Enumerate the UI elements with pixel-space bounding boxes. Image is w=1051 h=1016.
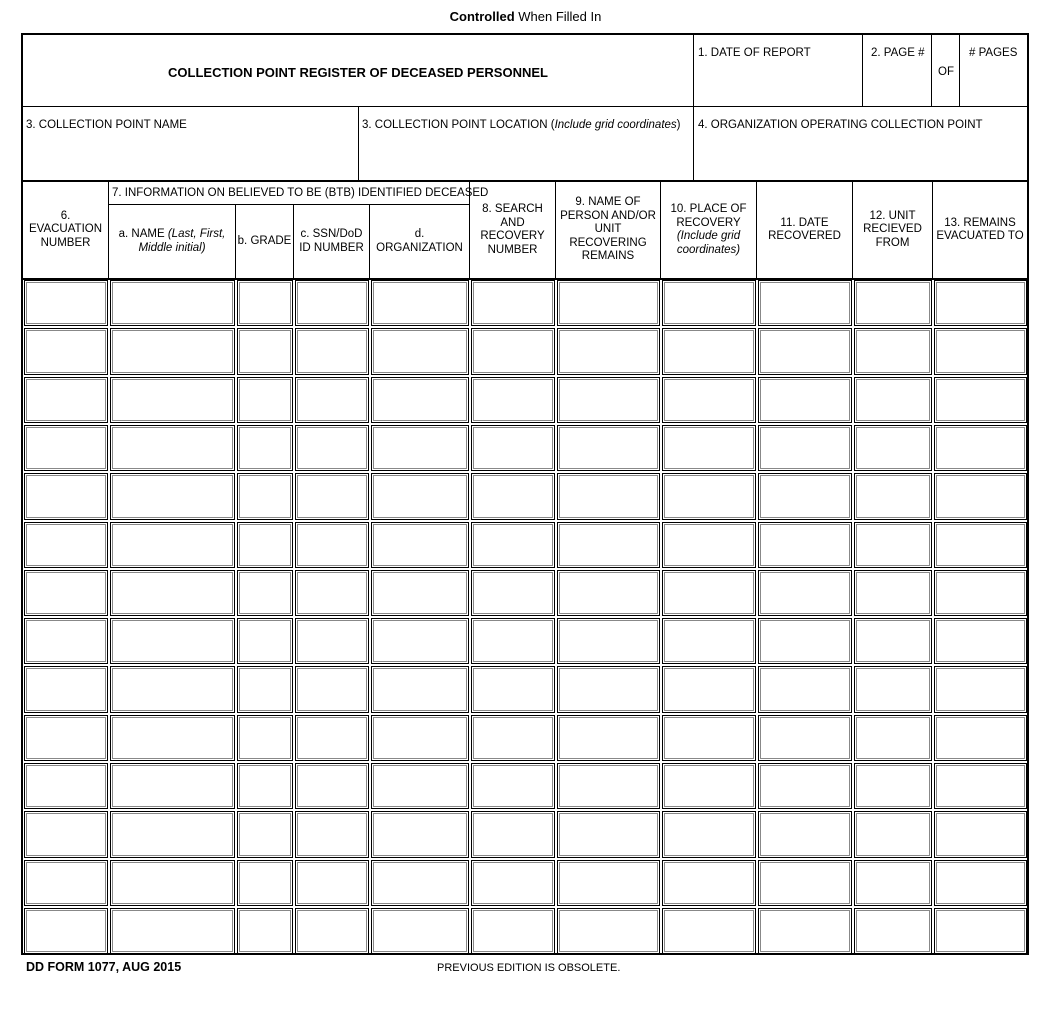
cell-organization[interactable] [371, 860, 469, 906]
collection-point-location-label [362, 118, 681, 132]
cell-ssn[interactable] [295, 280, 369, 326]
cell-grade[interactable] [237, 522, 293, 568]
cell-evacuation-number[interactable] [24, 908, 108, 954]
organization-operating-label: 4. ORGANIZATION OPERATING COLLECTION POINT [698, 119, 983, 131]
cell-person-recovering[interactable] [557, 715, 660, 761]
cell-grade[interactable] [237, 715, 293, 761]
cell-remains-evacuated-to[interactable] [934, 473, 1027, 520]
cell-place-of-recovery[interactable] [662, 473, 756, 520]
col-grade: b. GRADE [237, 234, 292, 247]
cell-remains-evacuated-to[interactable] [934, 666, 1027, 713]
cell-person-recovering[interactable] [557, 860, 660, 906]
cell-place-of-recovery[interactable] [662, 570, 756, 616]
cell-grade[interactable] [237, 280, 293, 326]
cell-place-of-recovery[interactable] [662, 280, 756, 326]
cell-name[interactable] [110, 377, 235, 423]
cell-name[interactable] [110, 715, 235, 761]
cell-unit-received-from[interactable] [854, 811, 932, 858]
cell-search-recovery-number[interactable] [471, 522, 555, 568]
cell-unit-received-from[interactable] [854, 860, 932, 906]
cell-search-recovery-number[interactable] [471, 811, 555, 858]
cell-remains-evacuated-to[interactable] [934, 618, 1027, 664]
cell-person-recovering[interactable] [557, 425, 660, 471]
cell-date-recovered[interactable] [758, 328, 852, 375]
collection-point-location-field[interactable] [359, 133, 693, 179]
cell-ssn[interactable] [295, 377, 369, 423]
cell-name[interactable] [110, 328, 235, 375]
page-number-field[interactable] [863, 59, 931, 104]
cell-ssn[interactable] [295, 522, 369, 568]
cell-unit-received-from[interactable] [854, 618, 932, 664]
cell-evacuation-number[interactable] [24, 377, 108, 423]
cell-grade[interactable] [237, 618, 293, 664]
cell-date-recovered[interactable] [758, 425, 852, 471]
cell-ssn[interactable] [295, 473, 369, 520]
cell-evacuation-number[interactable] [24, 280, 108, 326]
cell-evacuation-number[interactable] [24, 666, 108, 713]
cell-unit-received-from[interactable] [854, 715, 932, 761]
cell-name[interactable] [110, 425, 235, 471]
cell-unit-received-from[interactable] [854, 570, 932, 616]
cell-place-of-recovery[interactable] [662, 811, 756, 858]
cell-name[interactable] [110, 908, 235, 954]
cell-ssn[interactable] [295, 328, 369, 375]
location-label-text: 3. COLLECTION POINT LOCATION ( [362, 119, 555, 131]
cell-unit-received-from[interactable] [854, 425, 932, 471]
cell-search-recovery-number[interactable] [471, 570, 555, 616]
cell-place-of-recovery[interactable] [662, 666, 756, 713]
cell-place-of-recovery[interactable] [662, 328, 756, 375]
cell-organization[interactable] [371, 666, 469, 713]
cell-name[interactable] [110, 618, 235, 664]
cell-place-of-recovery[interactable] [662, 908, 756, 954]
cell-ssn[interactable] [295, 666, 369, 713]
cell-search-recovery-number[interactable] [471, 618, 555, 664]
cell-person-recovering[interactable] [557, 473, 660, 520]
cell-date-recovered[interactable] [758, 618, 852, 664]
col-unit-received-from: 12. UNIT RECIEVED FROM [863, 209, 922, 249]
cell-name[interactable] [110, 473, 235, 520]
cell-place-of-recovery[interactable] [662, 715, 756, 761]
cell-date-recovered[interactable] [758, 666, 852, 713]
cell-remains-evacuated-to[interactable] [934, 328, 1027, 375]
cell-search-recovery-number[interactable] [471, 908, 555, 954]
cell-place-of-recovery[interactable] [662, 425, 756, 471]
organization-operating-field[interactable] [694, 133, 1027, 179]
deceased-register-form [21, 33, 1029, 955]
controlled-rest: When Filled In [514, 9, 602, 24]
cell-date-recovered[interactable] [758, 715, 852, 761]
cell-organization[interactable] [371, 908, 469, 954]
cell-ssn[interactable] [295, 811, 369, 858]
col-name [109, 205, 235, 278]
cell-evacuation-number[interactable] [24, 618, 108, 664]
collection-point-name-field[interactable] [23, 133, 357, 179]
cell-name[interactable] [110, 522, 235, 568]
cell-grade[interactable] [237, 763, 293, 809]
cell-ssn[interactable] [295, 570, 369, 616]
cell-unit-received-from[interactable] [854, 908, 932, 954]
cell-search-recovery-number[interactable] [471, 425, 555, 471]
cell-search-recovery-number[interactable] [471, 860, 555, 906]
cell-evacuation-number[interactable] [24, 473, 108, 520]
cell-search-recovery-number[interactable] [471, 666, 555, 713]
cell-organization[interactable] [371, 522, 469, 568]
cell-ssn[interactable] [295, 425, 369, 471]
cell-date-recovered[interactable] [758, 522, 852, 568]
cell-place-of-recovery[interactable] [662, 763, 756, 809]
cell-remains-evacuated-to[interactable] [934, 811, 1027, 858]
cell-organization[interactable] [371, 328, 469, 375]
date-of-report-field[interactable] [694, 59, 862, 104]
cell-person-recovering[interactable] [557, 666, 660, 713]
cell-evacuation-number[interactable] [24, 522, 108, 568]
cell-name[interactable] [110, 280, 235, 326]
cell-unit-received-from[interactable] [854, 377, 932, 423]
cell-unit-received-from[interactable] [854, 522, 932, 568]
col-place-main: 10. PLACE OF RECOVERY [670, 203, 747, 229]
cell-organization[interactable] [371, 763, 469, 809]
cell-remains-evacuated-to[interactable] [934, 908, 1027, 954]
cell-remains-evacuated-to[interactable] [934, 377, 1027, 423]
cell-grade[interactable] [237, 860, 293, 906]
previous-edition-note: PREVIOUS EDITION IS OBSOLETE. [437, 962, 621, 974]
cell-organization[interactable] [371, 618, 469, 664]
cell-date-recovered[interactable] [758, 860, 852, 906]
cell-ssn[interactable] [295, 908, 369, 954]
cell-unit-received-from[interactable] [854, 328, 932, 375]
cell-person-recovering[interactable] [557, 280, 660, 326]
cell-grade[interactable] [237, 811, 293, 858]
cell-person-recovering[interactable] [557, 618, 660, 664]
col-search-recovery: 8. SEARCH AND RECOVERY NUMBER [480, 203, 545, 256]
cell-ssn[interactable] [295, 618, 369, 664]
cell-evacuation-number[interactable] [24, 715, 108, 761]
col-date-recovered: 11. DATE RECOVERED [768, 216, 841, 242]
of-label: OF [938, 66, 954, 78]
cell-organization[interactable] [371, 811, 469, 858]
cell-search-recovery-number[interactable] [471, 328, 555, 375]
cell-grade[interactable] [237, 425, 293, 471]
cell-organization[interactable] [371, 473, 469, 520]
cell-evacuation-number[interactable] [24, 328, 108, 375]
cell-ssn[interactable] [295, 715, 369, 761]
cell-place-of-recovery[interactable] [662, 377, 756, 423]
cell-unit-received-from[interactable] [854, 280, 932, 326]
col-name-text [109, 228, 235, 255]
cell-evacuation-number[interactable] [24, 570, 108, 616]
location-label-close: ) [676, 119, 681, 131]
col-name-of-person: 9. NAME OF PERSON AND/OR UNIT RECOVERING REMAINS [560, 196, 656, 263]
col-place-text [661, 203, 756, 257]
cell-person-recovering[interactable] [557, 763, 660, 809]
date-of-report-label: 1. DATE OF REPORT [698, 47, 811, 59]
divider [931, 35, 932, 106]
cell-unit-received-from[interactable] [854, 666, 932, 713]
cell-search-recovery-number[interactable] [471, 280, 555, 326]
cell-date-recovered[interactable] [758, 570, 852, 616]
cell-name[interactable] [110, 666, 235, 713]
cell-remains-evacuated-to[interactable] [934, 860, 1027, 906]
col-name-italic: (Last, First, Middle initial) [138, 228, 226, 254]
location-label-italic: Include grid coordinates [554, 119, 677, 131]
cell-organization[interactable] [371, 377, 469, 423]
cell-date-recovered[interactable] [758, 280, 852, 326]
cell-evacuation-number[interactable] [24, 860, 108, 906]
cell-unit-received-from[interactable] [854, 763, 932, 809]
total-pages-field[interactable] [960, 59, 1027, 104]
cell-grade[interactable] [237, 328, 293, 375]
cell-place-of-recovery[interactable] [662, 618, 756, 664]
cell-remains-evacuated-to[interactable] [934, 522, 1027, 568]
cell-grade[interactable] [237, 377, 293, 423]
form-id: DD FORM 1077, AUG 2015 [26, 960, 182, 974]
pages-label: # PAGES [969, 47, 1018, 59]
cell-date-recovered[interactable] [758, 811, 852, 858]
col-place-italic: (Include grid coordinates) [676, 230, 741, 256]
col-evacuation-number: 6. EVACUATION NUMBER [28, 209, 103, 249]
col-organization: d. ORGANIZATION [376, 228, 463, 254]
cell-evacuation-number[interactable] [24, 811, 108, 858]
cell-place-of-recovery[interactable] [662, 522, 756, 568]
cell-person-recovering[interactable] [557, 811, 660, 858]
controlled-bold: Controlled [449, 9, 515, 24]
cell-remains-evacuated-to[interactable] [934, 763, 1027, 809]
cell-remains-evacuated-to[interactable] [934, 715, 1027, 761]
cell-search-recovery-number[interactable] [471, 715, 555, 761]
cell-remains-evacuated-to[interactable] [934, 280, 1027, 326]
col-ssn: c. SSN/DoD ID NUMBER [299, 228, 364, 254]
cell-name[interactable] [110, 763, 235, 809]
cell-person-recovering[interactable] [557, 908, 660, 954]
cell-remains-evacuated-to[interactable] [934, 425, 1027, 471]
btb-group-label: 7. INFORMATION ON BELIEVED TO BE (BTB) IDENTIFIED DECEASED [112, 187, 489, 199]
page-label: 2. PAGE # [871, 47, 925, 59]
cell-place-of-recovery[interactable] [662, 860, 756, 906]
cell-grade[interactable] [237, 473, 293, 520]
controlled-notice [0, 9, 1051, 24]
cell-search-recovery-number[interactable] [471, 763, 555, 809]
cell-grade[interactable] [237, 908, 293, 954]
cell-date-recovered[interactable] [758, 908, 852, 954]
cell-unit-received-from[interactable] [854, 473, 932, 520]
cell-person-recovering[interactable] [557, 522, 660, 568]
cell-date-recovered[interactable] [758, 473, 852, 520]
cell-organization[interactable] [371, 425, 469, 471]
cell-ssn[interactable] [295, 763, 369, 809]
cell-person-recovering[interactable] [557, 377, 660, 423]
cell-ssn[interactable] [295, 860, 369, 906]
cell-evacuation-number[interactable] [24, 425, 108, 471]
cell-organization[interactable] [371, 715, 469, 761]
cell-search-recovery-number[interactable] [471, 377, 555, 423]
form-title: COLLECTION POINT REGISTER OF DECEASED PERSONNEL [168, 65, 548, 80]
col-remains-evacuated-to: 13. REMAINS EVACUATED TO [936, 216, 1024, 242]
cell-date-recovered[interactable] [758, 377, 852, 423]
cell-name[interactable] [110, 811, 235, 858]
cell-evacuation-number[interactable] [24, 763, 108, 809]
col-name-main: a. NAME [118, 228, 168, 240]
cell-search-recovery-number[interactable] [471, 473, 555, 520]
cell-name[interactable] [110, 860, 235, 906]
divider [23, 106, 1027, 107]
cell-organization[interactable] [371, 280, 469, 326]
cell-organization[interactable] [371, 570, 469, 616]
cell-date-recovered[interactable] [758, 763, 852, 809]
cell-grade[interactable] [237, 666, 293, 713]
cell-remains-evacuated-to[interactable] [934, 570, 1027, 616]
cell-person-recovering[interactable] [557, 328, 660, 375]
cell-person-recovering[interactable] [557, 570, 660, 616]
collection-point-name-label: 3. COLLECTION POINT NAME [26, 119, 187, 131]
col-place-of-recovery [661, 182, 756, 278]
cell-name[interactable] [110, 570, 235, 616]
cell-grade[interactable] [237, 570, 293, 616]
